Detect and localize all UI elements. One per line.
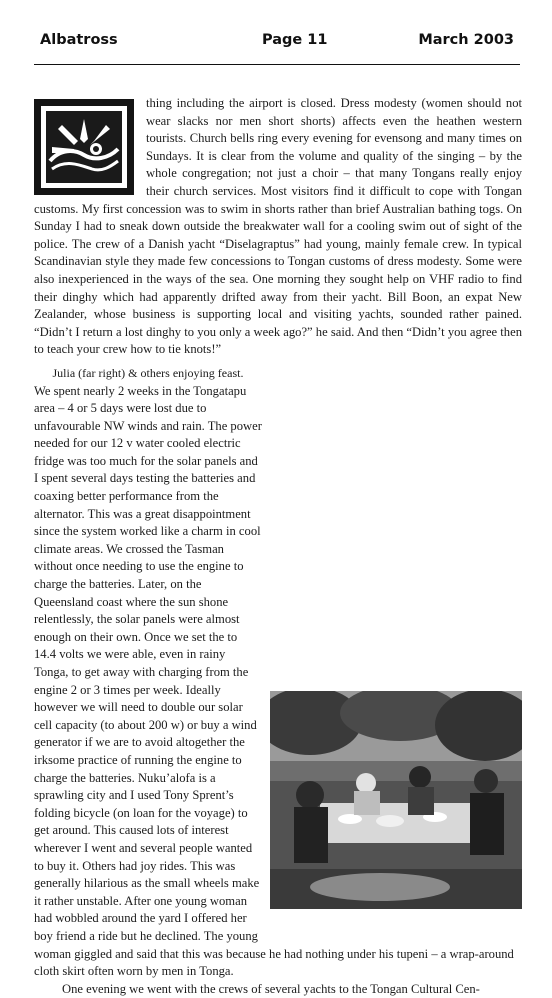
photo-caption: Julia (far right) & others enjoying feast. bbox=[52, 365, 244, 380]
header-rule bbox=[34, 64, 520, 65]
feast-photo-figure bbox=[270, 691, 522, 933]
publication-title: Albatross bbox=[40, 32, 118, 48]
page-number: Page 11 bbox=[262, 32, 328, 48]
issue-date: March 2003 bbox=[418, 32, 514, 48]
article-body: thing including the airport is closed. Dress modesty (women should not wear slacks nor men short shorts) affects even the heathen western tourists. Church bells ring every evening for evensong and many times on Sundays. It is clear from the volume and quality of the singing – by the whole congregation; not just a choir – that many Tongans really enjoy their church services. Most visitors find it difficult to cope with Tongan customs. My first concession was to swim in shorts rather than brief Australian bathing togs. On Sunday I had to sneak down outside the breakwater wall for a cooling swim out of sight of the police. The crew of a Danish yacht “Diselagraptus” had young, mainly female crew. In typical Scandinavian style they made few concessions to Tongan customs of dress modesty. Some were also inexperienced in the ways of the sea. One morning they sought help on VHF radio to find their dinghy which had apparently drifted away from their yacht. Bill Boon, an expat New Zealander, whose business is supporting local and visiting yachts, sounded rather pained. “Didn’t I return a lost dinghy to you only a week ago?” he said. And then “Didn’t you agree then to teach your crew how to tie knots!” Julia (far right) & others enjoying feast. We spent nearly 2 weeks in the Tongatapu area – 4 or 5 days were lost due to unfavourable NW winds and rain. The power needed for our 12 v water cooled electric fridge was too much for the solar panels and I spent several days testing the batteries and coaxing better performance from the alternator. This was a great disappointment since the system worked like a charm in cool climate areas. We crossed the Tasman without once needing to use the engine to charge the batteries. Later, on the Queensland coast where the sun shone relentlessly, the solar panels were almost enough on their own. Once we set the to 14.4 volts we were able, even in rainy Tonga, to get away with charging from the engine 2 or 3 times per week. Ideally however we will need to double our solar cell capacity (to about 200 w) or buy a wind generator if we are to avoid altogether the irksome practice of running the engine to charge the batteries. Nuku’alofa is a sprawling city and I used Tony Sprent’s folding bicycle (on loan for the voyage) to get around. This caused lots of interest wherever I went and several people wanted to buy it. Others had joy rides. This was generally hilarious as the small wheels make it rather unstable. After one young woman had wobbled around the yard I offered her boy friend a ride but he declined. The young woman giggled and said that this was because he had nothing under his tupeni – a wrap-around cloth skirt often worn by men in Tonga. One evening we went with the crews of several yachts to the Tongan Cultural Cen- bbox=[34, 95, 522, 998]
article-paragraph-3: One evening we went with the crews of several yachts to the Tongan Cultural Cen- bbox=[62, 981, 480, 996]
club-logo-icon bbox=[34, 99, 134, 195]
article-paragraph-1: thing including the airport is closed. Dress modesty (women should not wear slacks nor men short shorts) affects even the heathen western tourists. Church bells ring every evening for evensong and many times on Sundays. It is clear from the volume and quality of the singing – by the whole congregation; not just a choir – that many Tongans really enjoy their church services. Most visitors find it difficult to cope with Tongan customs. My first concession was to swim in shorts rather than brief Australian bathing togs. On Sunday I had to sneak down outside the breakwater wall for a cooling swim out of sight of the police. The crew of a Danish yacht “Diselagraptus” had young, mainly female crew. In typical Scandinavian style they made few concessions to Tongan customs of dress modesty. Some were also inexperienced in the ways of the sea. One morning they sought help on VHF radio to find their dinghy which had apparently drifted away from their yacht. Bill Boon, an expat New Zealander, whose business is supporting local and visiting yachts, sounded rather pained. “Didn’t I return a lost dinghy to you only a week ago?” he said. And then “Didn’t you agree then to teach your crew how to tie knots!” bbox=[34, 96, 522, 357]
